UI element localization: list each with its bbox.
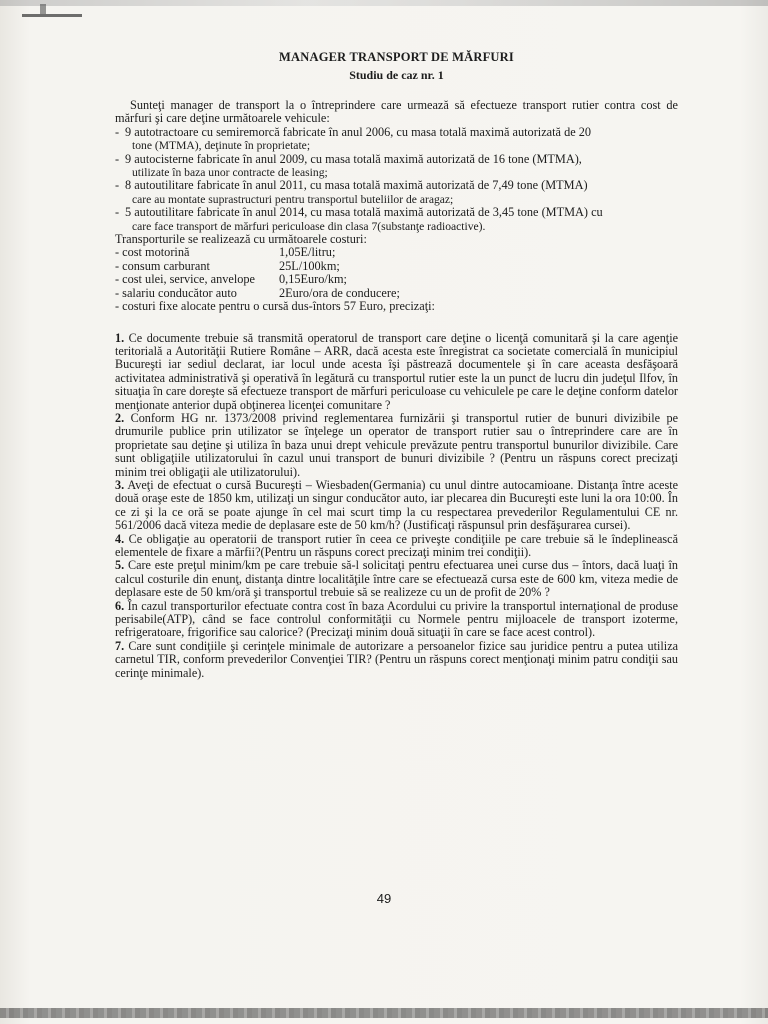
vehicle-item-text: 9 autotractoare cu semiremorcă fabricate în anul 2006, cu masa totală maximă autorizată de 20 (125, 124, 592, 139)
question-item (115, 559, 678, 599)
cost-value: 0,15Euro/km; (279, 272, 347, 287)
question-item (115, 412, 678, 479)
costs-intro: Transporturile se realizează cu următoarele costuri: (115, 232, 367, 247)
vehicle-item-text: 8 autoutilitare fabricate în anul 2011, cu masa totală maximă autorizată de 7,49 tone (MTMA) (125, 178, 588, 193)
question-item (115, 479, 678, 533)
document-subtitle: Studiu de caz nr. 1 (349, 68, 444, 82)
vehicle-item: - 9 autocisterne fabricate în anul 2009, cu masa totală maximă autorizată de 16 tone (MTMA), utilizate în baza unor contracte de leasing; (115, 153, 678, 180)
document-title: MANAGER TRANSPORT DE MĂRFURI (279, 50, 514, 64)
cost-row (115, 273, 678, 286)
cost-row (115, 246, 678, 259)
scan-edge-top (0, 0, 768, 6)
question-text: Ce obligaţie au operatorii de transport rutier în ceea ce priveşte condiţiile pe care trebuie să le îndeplinească elementele de fixare a mărfii?(Pentru un răspuns corect precizaţi minim trei condiţii). (115, 531, 678, 559)
question-list (115, 332, 678, 681)
question-item (115, 640, 678, 680)
cost-value: 1,05E/litru; (279, 245, 336, 260)
scan-edge-bottom (0, 1008, 768, 1018)
cost-label: - cost motorină (115, 245, 190, 260)
question-text: Aveţi de efectuat o cursă Bucureşti – Wiesbaden(Germania) cu unul dintre autocamioane. Distanţa între aceste două oraşe este de 1850 km, utilizaţi un singur conducător auto, iar plecarea din Bucureşti este luni la ora 10:00. În ce zi şi la ce oră se poate ajunge în cel mai scurt timp la cu respectarea prevederilor Regulamentului CE nr. 561/2006 dacă viteza medie de deplasare este de 50 km/h? (Justificaţi răspunsul prin desfăşurarea cursei). (115, 477, 678, 533)
vehicle-list (115, 126, 678, 233)
cost-list (115, 246, 678, 313)
page-number: 49 (376, 891, 392, 906)
cost-row (115, 260, 678, 273)
vehicle-item-text: 5 autoutilitare fabricate în anul 2014, cu masa totală maximă autorizată de 3,45 tone (MTMA) cu (125, 205, 603, 220)
question-item (115, 533, 678, 560)
document-body (115, 50, 678, 680)
question-number: 2. (115, 410, 125, 425)
question-number: 1. (115, 330, 125, 345)
vehicle-item-continuation: utilizate în baza unor contracte de leasing; (132, 166, 328, 180)
question-number: 6. (115, 598, 125, 613)
vehicle-item-text: 9 autocisterne fabricate în anul 2009, cu masa totală maximă autorizată de 16 tone (MTMA), (125, 151, 582, 166)
question-number: 4. (115, 531, 125, 546)
question-text: Conform HG nr. 1373/2008 privind reglementarea furnizării şi transportul rutier de bunuri divizibile pe drumurile publice prin utilizator se înţelege un operator de transport rutier sau o întreprindere care are în proprietate sau deţine şi utiliza în baza unui drept vehicule prevăzute pentru transportul bunurilor divizibile. Care sunt obligaţiile utilizatorului în cazul unui transport de bunuri divizibile ? (Pentru un răspuns corect precizaţi minim trei obligaţii ale utilizatorului). (115, 410, 678, 479)
question-item (115, 600, 678, 640)
vehicle-item: - 8 autoutilitare fabricate în anul 2011, cu masa totală maximă autorizată de 7,49 tone (MTMA) care au montate suprastructuri pentru transportul buteliilor de aragaz; (115, 179, 678, 206)
vehicle-item: - 5 autoutilitare fabricate în anul 2014, cu masa totală maximă autorizată de 3,45 tone (MTMA) cu care face transport de mărfuri periculoase din clasa 7(substanţe radioactive). (115, 206, 678, 233)
question-text: În cazul transporturilor efectuate contra cost în baza Acordului cu privire la transportul internaţional de produse perisabile(ATP), când se face controlul conformităţii cu Normele pentru mijloacele de transport izoterme, refrigeratoare, frigorifice sau calorice? (Precizaţi minim două situaţii în care se face acest control). (115, 598, 678, 640)
scan-mark (22, 14, 82, 17)
question-text: Ce documente trebuie să transmită operatorul de transport care deţine o licenţă comunitară şi la care agenţie teritorială a Autorităţii Rutiere Române – ARR, dacă acesta este înregistrat ca societate comercială în municipiul Bucureşti iar sediul declarat, iar locul unde acesta îşi păstrează documentele şi în care aceasta desfăşoară activitatea administrativă şi operativă în legătură cu transportul rutier este la un punct de lucru din judeţul Ilfov, în situaţia în care doreşte să efectueze transport de mărfuri periculoase cu vehiculele pe care le deţine conform datelor menţionate anterior după obţinerea licenţei comunitare ? (115, 330, 678, 412)
cost-label: - salariu conducător auto (115, 285, 237, 300)
question-text: Care este preţul minim/km pe care trebuie să-l solicitaţi pentru efectuarea unei curse dus – întors, dacă luaţi în calcul costurile din enunţ, distanţa dintre localităţile între care se efectuează cursa este de 600 km, viteza medie de deplasare este de 50 km/oră şi transportul trebuie să se realizeze cu un de profit de 20% ? (115, 558, 679, 600)
cost-value: 2Euro/ora de conducere; (279, 285, 400, 300)
question-number: 5. (115, 558, 125, 573)
question-text: Care sunt condiţiile şi cerinţele minimale de autorizare a persoanelor fizice sau juridice pentru a putea utiliza carnetul TIR, conform prevederilor Convenţiei TIR? (Pentru un răspuns corect menţionaţi minim patru condiţii sau cerinţe minimale). (115, 638, 679, 680)
question-number: 3. (115, 477, 125, 492)
scan-mark (40, 4, 46, 14)
vehicle-item: - 9 autotractoare cu semiremorcă fabricate în anul 2006, cu masa totală maximă autorizată de 20 tone (MTMA), deţinute în proprietate; (115, 126, 678, 153)
cost-label: - cost ulei, service, anvelope (115, 272, 255, 287)
cost-row (115, 287, 678, 300)
vehicle-item-continuation: care face transport de mărfuri periculoase din clasa 7(substanţe radioactive). (132, 219, 486, 233)
question-number: 7. (115, 638, 125, 653)
cost-value: 25L/100km; (279, 258, 340, 273)
vehicle-item-continuation: care au montate suprastructuri pentru transportul buteliilor de aragaz; (132, 192, 454, 206)
intro-paragraph: Sunteţi manager de transport la o întreprindere care urmează să efectueze transport rutier contra cost de mărfuri şi care deţine următoarele vehicule: (115, 98, 678, 126)
question-item (115, 332, 678, 412)
fixed-costs-line: - costuri fixe alocate pentru o cursă dus-întors 57 Euro, precizaţi: (115, 299, 435, 314)
vehicle-item-continuation: tone (MTMA), deţinute în proprietate; (132, 139, 311, 153)
cost-label: - consum carburant (115, 258, 210, 273)
